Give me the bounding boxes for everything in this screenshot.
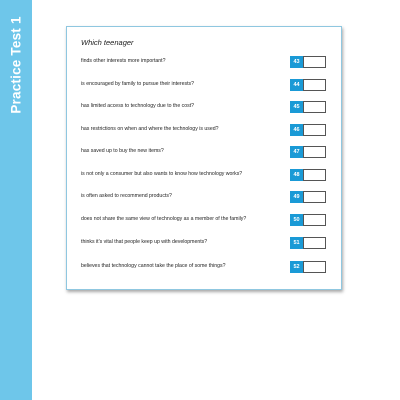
answer-box[interactable]	[303, 214, 326, 226]
question-number: 52	[290, 261, 303, 273]
question-row-51	[81, 237, 327, 249]
answer-box[interactable]	[303, 261, 326, 273]
question-text: has saved up to buy the new items?	[81, 148, 164, 154]
question-number: 47	[290, 146, 303, 158]
question-text: thinks it's vital that people keep up with developments?	[81, 239, 208, 245]
answer-box[interactable]	[303, 191, 326, 203]
question-row-45	[81, 101, 327, 113]
question-row-44	[81, 79, 327, 91]
answer-box[interactable]	[303, 101, 326, 113]
question-text: has restrictions on when and where the technology is used?	[81, 126, 219, 132]
question-number: 43	[290, 56, 303, 68]
question-row-49	[81, 191, 327, 203]
question-text: is often asked to recommend products?	[81, 193, 172, 199]
answer-box[interactable]	[303, 146, 326, 158]
question-number: 46	[290, 124, 303, 136]
question-number: 48	[290, 169, 303, 181]
question-text: has limited access to technology due to the cost?	[81, 103, 195, 109]
side-band	[0, 0, 32, 400]
side-title: Practice Test 1	[8, 16, 24, 114]
question-number: 49	[290, 191, 303, 203]
question-text: finds other interests more important?	[81, 58, 166, 64]
question-row-46	[81, 124, 327, 136]
answer-box[interactable]	[303, 79, 326, 91]
question-text: is encouraged by family to pursue their interests?	[81, 81, 195, 87]
question-number: 51	[290, 237, 303, 249]
question-number: 50	[290, 214, 303, 226]
question-row-43	[81, 56, 327, 68]
answer-box[interactable]	[303, 124, 326, 136]
answer-box[interactable]	[303, 169, 326, 181]
question-number: 45	[290, 101, 303, 113]
answer-box[interactable]	[303, 56, 326, 68]
answer-box[interactable]	[303, 237, 326, 249]
question-text: believes that technology cannot take the place of some things?	[81, 263, 226, 269]
question-row-50	[81, 214, 327, 226]
question-row-52	[81, 261, 327, 273]
question-text: is not only a consumer but also wants to know how technology works?	[81, 171, 243, 177]
question-number: 44	[290, 79, 303, 91]
question-heading: Which teenager	[81, 38, 134, 47]
question-row-47	[81, 146, 327, 158]
question-box	[66, 26, 342, 290]
question-row-48	[81, 169, 327, 181]
question-text: does not share the same view of technology as a member of the family?	[81, 216, 247, 222]
